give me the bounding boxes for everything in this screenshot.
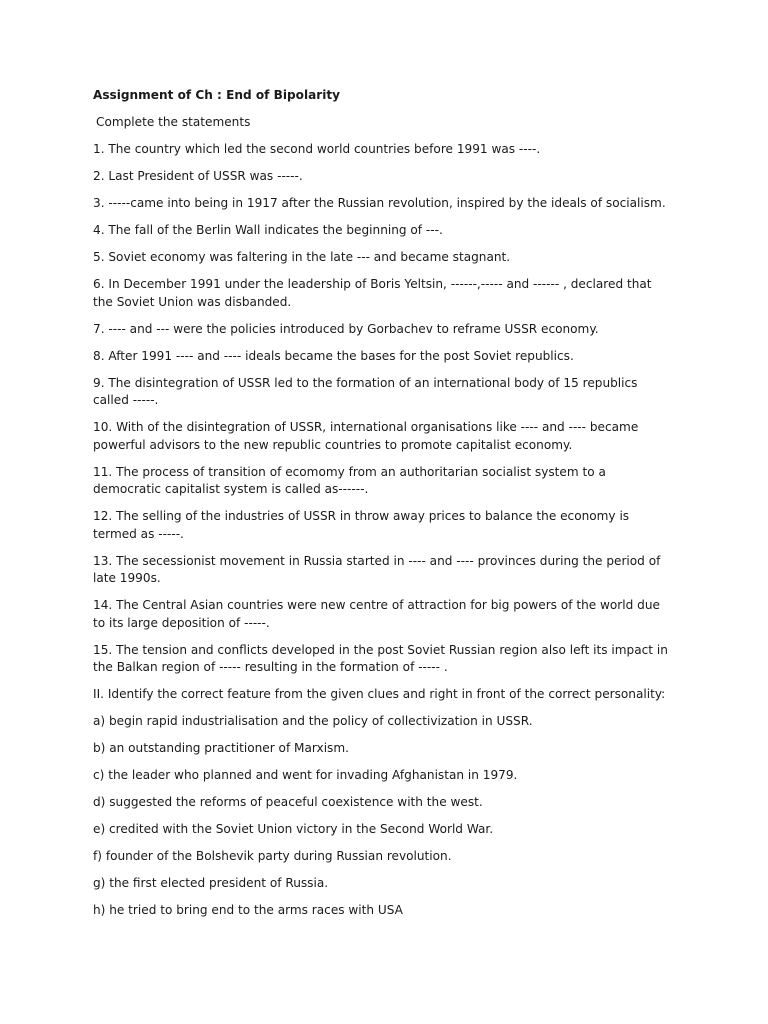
clues-list — [93, 713, 673, 920]
clue-e: e) credited with the Soviet Union victory in the Second World War. — [93, 822, 494, 836]
question-12: 12. The selling of the industries of USSR in throw away prices to balance the economy is termed as -----. — [93, 509, 630, 541]
document-page — [93, 87, 673, 929]
question-13: 13. The secessionist movement in Russia started in ---- and ---- provinces during the period of late 1990s. — [93, 553, 661, 585]
clue-f: f) founder of the Bolshevik party during Russian revolution. — [93, 849, 452, 863]
section-2-heading: II. Identify the correct feature from the given clues and right in front of the correct personality: — [93, 687, 666, 701]
questions-list — [93, 141, 673, 677]
clue-h: h) he tried to bring end to the arms races with USA — [93, 903, 403, 917]
clue-a: a) begin rapid industrialisation and the policy of collectivization in USSR. — [93, 714, 533, 728]
question-6: 6. In December 1991 under the leadership of Boris Yeltsin, ------,----- and ------ , declared that the Soviet Union was disbanded. — [93, 277, 652, 309]
clue-g: g) the first elected president of Russia. — [93, 876, 329, 890]
question-2: 2. Last President of USSR was -----. — [93, 169, 303, 183]
question-3: 3. -----came into being in 1917 after the Russian revolution, inspired by the ideals of socialism. — [93, 196, 666, 210]
question-9: 9. The disintegration of USSR led to the formation of an international body of 15 republics called -----. — [93, 375, 638, 407]
question-8: 8. After 1991 ---- and ---- ideals became the bases for the post Soviet republics. — [93, 348, 574, 363]
document-title: Assignment of Ch : End of Bipolarity — [93, 88, 341, 102]
clue-d: d) suggested the reforms of peaceful coexistence with the west. — [93, 795, 483, 809]
question-14: 14. The Central Asian countries were new centre of attraction for big powers of the world due to its large deposition of -----. — [93, 598, 660, 630]
clue-c: c) the leader who planned and went for invading Afghanistan in 1979. — [93, 768, 518, 782]
question-4: 4. The fall of the Berlin Wall indicates the beginning of ---. — [93, 223, 443, 237]
question-10: 10. With of the disintegration of USSR, international organisations like ---- and ---- became powerful advisors to the new republic countries to promote capitalist economy. — [93, 420, 639, 452]
question-5: 5. Soviet economy was faltering in the late --- and became stagnant. — [93, 250, 511, 264]
question-11: 11. The process of transition of ecomomy from an authoritarian socialist system to a democratic capitalist system is called as------. — [93, 464, 606, 496]
clue-b: b) an outstanding practitioner of Marxism. — [93, 741, 349, 755]
question-15: 15. The tension and conflicts developed in the post Soviet Russian region also left its impact in the Balkan region of ----- resulting in the formation of ----- . — [93, 642, 668, 674]
question-7: 7. ---- and --- were the policies introduced by Gorbachev to reframe USSR economy. — [93, 321, 599, 336]
question-1: 1. The country which led the second world countries before 1991 was ----. — [93, 142, 541, 156]
instructions-text: Complete the statements — [96, 115, 251, 129]
